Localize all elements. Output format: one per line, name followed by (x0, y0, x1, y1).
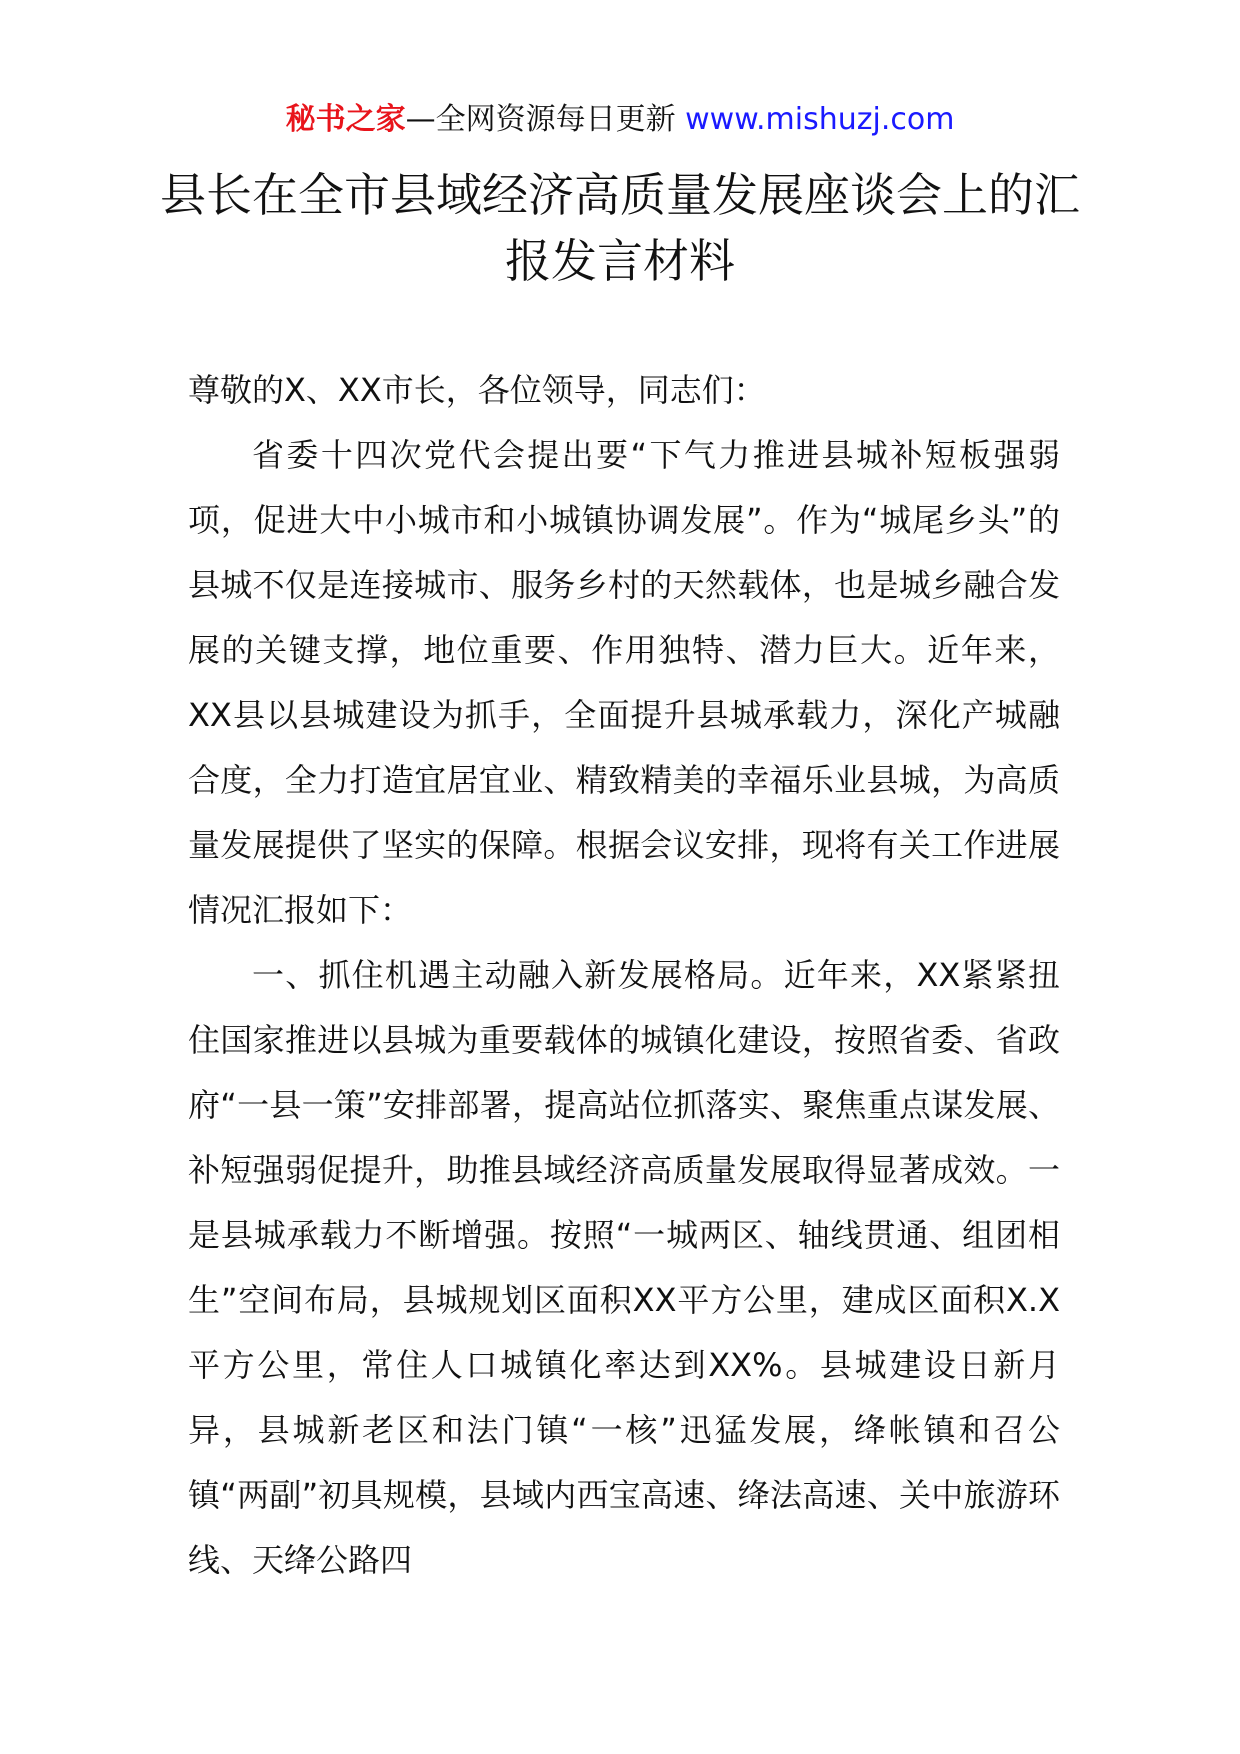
paragraph-section-one: 一、抓住机遇主动融入新发展格局。近年来，XX紧紧扭住国家推进以县城为重要载体的城镇化建设，按照省委、省政府“一县一策”安排部署，提高站位抓落实、聚焦重点谋发展、补短强弱促提升，助推县域经济高质量发展取得显著成效。一是县城承载力不断增强。按照“一城两区、轴线贯通、组团相生”空间布局，县城规划区面积XX平方公里，建成区面积X.X平方公里，常住人口城镇化率达到XX%。县城建设日新月异，县城新老区和法门镇“一核”迅猛发展，绛帐镇和召公镇“两副”初具规模，县域内西宝高速、绛法高速、关中旅游环线、天绛公路四 (188, 956, 1060, 1579)
paragraph-intro: 省委十四次党代会提出要“下气力推进县城补短板强弱项，促进大中小城市和小城镇协调发展”。作为“城尾乡头”的县城不仅是连接城市、服务乡村的天然载体，也是城乡融合发展的关键支撑，地位重要、作用独特、潜力巨大。近年来，XX县以县城建设为抓手，全面提升县城承载力，深化产城融合度，全力打造宜居宜业、精致精美的幸福乐业县城，为高质量发展提供了坚实的保障。根据会议安排，现将有关工作进展情况汇报如下： (188, 436, 1060, 929)
watermark-header (0, 98, 1240, 142)
document-title: 县长在全市县域经济高质量发展座谈会上的汇报发言材料 (160, 168, 1080, 288)
header-brand: 秘书之家 (285, 102, 406, 137)
document-body (188, 358, 1060, 1593)
header-url-link[interactable]: www.mishuzj.com (685, 102, 955, 137)
salutation: 尊敬的X、XX市长，各位领导，同志们： (188, 371, 766, 409)
header-slogan: —全网资源每日更新 (405, 102, 676, 137)
